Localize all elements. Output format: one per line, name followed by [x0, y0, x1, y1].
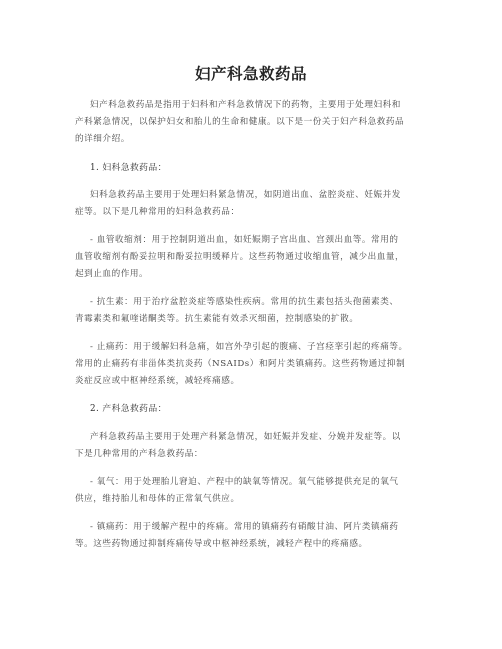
list-item-line: - 止痛药：用于缓解妇科急痛，如宫外孕引起的腹痛、子宫痉挛引起的疼痛等。 [90, 342, 408, 352]
section-intro-line: 下是几种常用的产科急救药品： [75, 449, 204, 459]
list-item-line: 青霉素类和氟喹诺酮类等。抗生素能有效杀灭细菌，控制感染的扩散。 [75, 314, 359, 324]
list-item-line: 常用的止痛药有非甾体类抗炎药（NSAIDs）和阿片类镇痛药。这些药物通过抑制 [75, 359, 406, 369]
intro-line: 的详细介绍。 [75, 134, 130, 144]
list-item-line: - 氧气：用于处理胎儿窘迫、产程中的缺氧等情况。氧气能够提供充足的氧气 [90, 477, 399, 487]
list-item-line: 供应，维持胎儿和母体的正常氧气供应。 [75, 494, 240, 504]
intro-line: 妇产科急救药品是指用于妇科和产科急救情况下的药物，主要用于处理妇科和 [90, 100, 401, 110]
list-item-line: 等。这些药物通过抑制疼痛传导或中枢神经系统，减轻产程中的疼痛感。 [75, 539, 368, 549]
list-item-line: 起到止血的作用。 [75, 269, 149, 279]
list-item-line: - 镇痛药：用于缓解产程中的疼痛。常用的镇痛药有硝酸甘油、阿片类镇痛药 [90, 522, 399, 532]
list-item-line: - 血管收缩剂：用于控制阴道出血，如妊娠期子宫出血、宫颈出血等。常用的 [90, 235, 399, 245]
section-intro-line: 产科急救药品主要用于处理产科紧急情况，如妊娠并发症、分娩并发症等。以 [90, 432, 401, 442]
section-intro-line: 症等。以下是几种常用的妇科急救药品： [75, 207, 240, 217]
list-item-line: 炎症反应或中枢神经系统，减轻疼痛感。 [75, 376, 240, 386]
section-heading: 1. 妇科急救药品： [90, 163, 167, 173]
section-intro-line: 妇科急救药品主要用于处理妇科紧急情况，如阴道出血、盆腔炎症、妊娠并发 [90, 190, 401, 200]
section-heading: 2. 产科急救药品： [90, 404, 167, 414]
intro-line: 产科紧急情况，以保护妇女和胎儿的生命和健康。以下是一份关于妇产科急救药品 [75, 117, 405, 127]
list-item-line: - 抗生素：用于治疗盆腔炎症等感染性疾病。常用的抗生素包括头孢菌素类、 [90, 297, 399, 307]
document-title: 妇产科急救药品 [194, 65, 307, 83]
list-item-line: 血管收缩剂有酚妥拉明和酚妥拉明缓释片。这些药物通过收缩血管，减少出血量， [75, 252, 405, 262]
